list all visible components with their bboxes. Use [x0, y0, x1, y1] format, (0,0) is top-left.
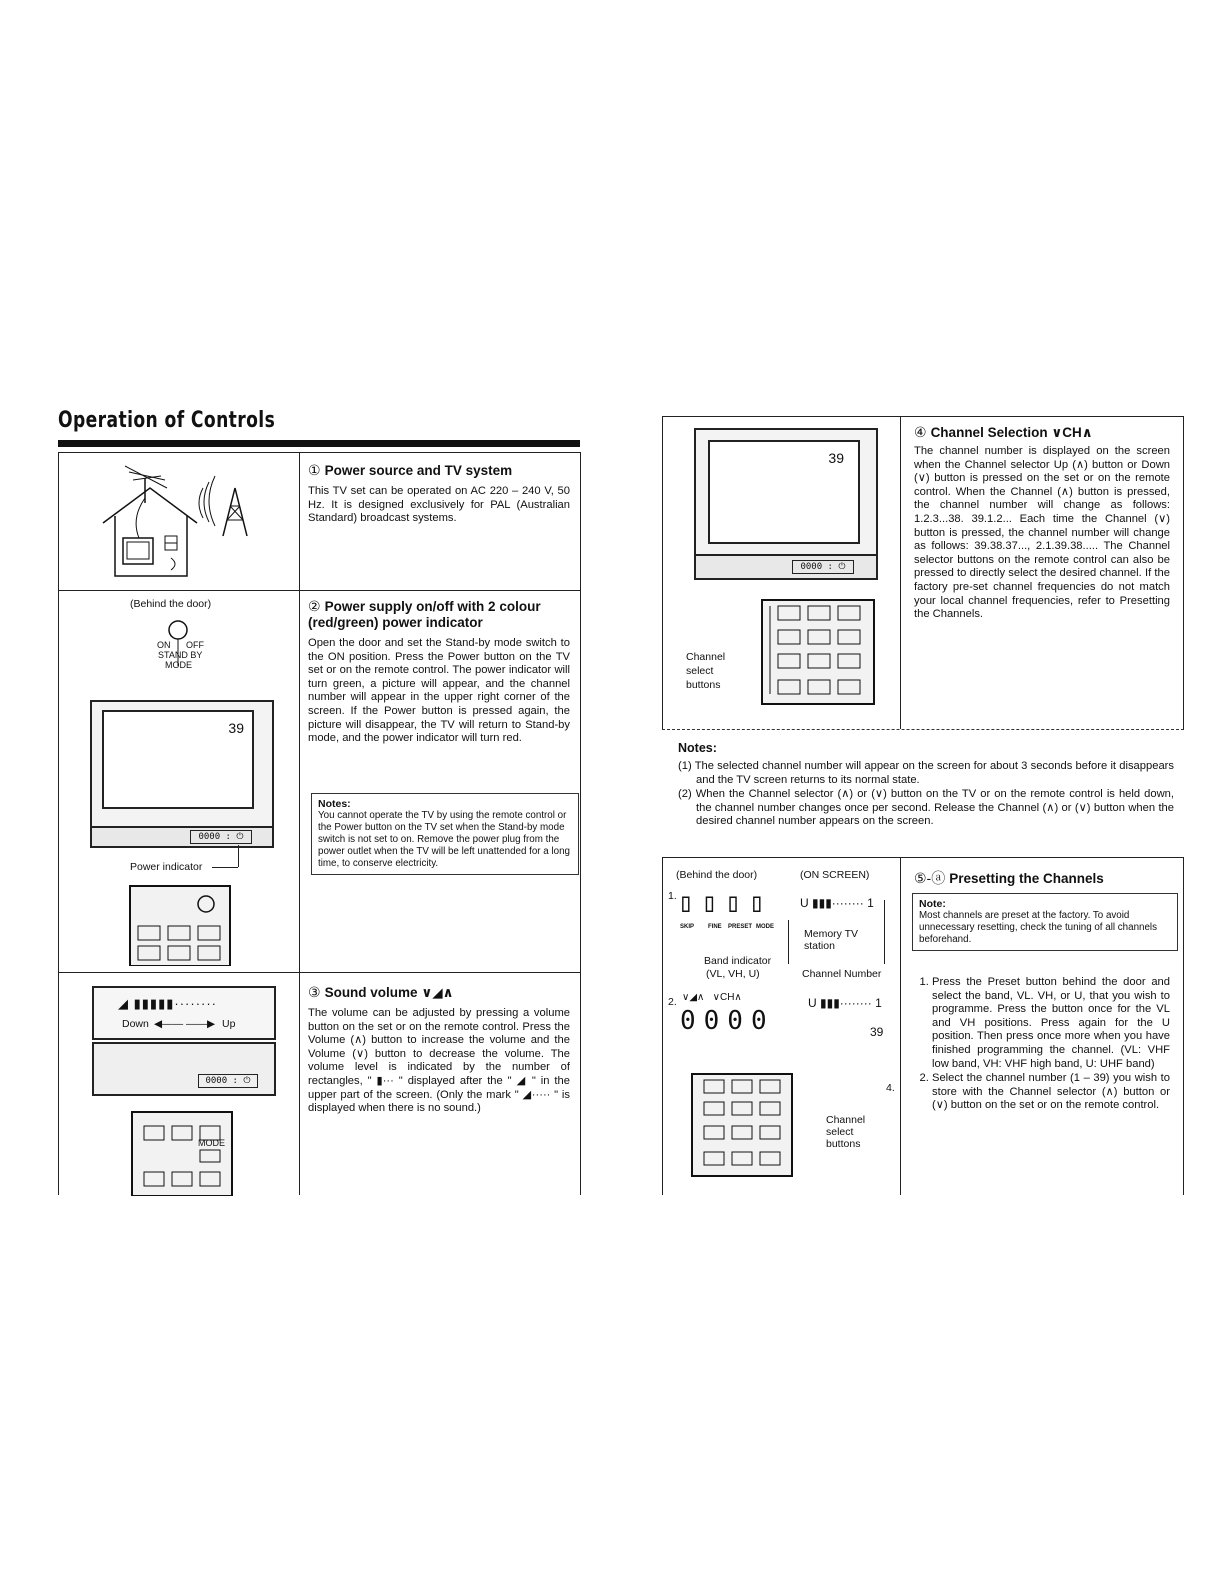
section-1-body: This TV set can be operated on AC 220 – 240 V, 50 Hz. It is designed exclusively for PAL (Australian Standard) broadcast systems.: [308, 485, 570, 525]
osd-line-2: U ▮▮▮········ 1: [808, 996, 882, 1010]
section-4-note-1: (1) The selected channel number will appear on the screen for about 3 seconds before it disappears and the TV screen returns to its normal state.: [678, 760, 1174, 786]
label-fine: FINE: [708, 924, 722, 930]
label-band-indicator: Band indicator: [704, 955, 772, 967]
section-5-note-title: Note:: [919, 898, 946, 910]
behind-door-caption: (Behind the door): [130, 598, 212, 610]
section-5-note-box: [912, 893, 1178, 951]
leader-line: [884, 900, 885, 964]
section-4-body: The channel number is displayed on the screen when the Channel selector Up (∧) button or Down (∨) button is pressed on the set or on the remote control. When the Channel (∧) button is pressed, the channel number will change as follows: 1.2.3...38. 39.1.2... Each time the Channel (∨) button is pressed, the channel number will change as follows: 39.38.37..., 2.1.39.38..... The Channel selector buttons on the remote control can also be pressed to directly select the desired channel. If the factory pre-set channel frequencies do not match your local channel frequencies, refer to Presetting the Channels.: [914, 445, 1170, 621]
preset-remote-illustration: [690, 1072, 794, 1178]
on-screen-caption: (ON SCREEN): [800, 869, 870, 881]
grid-line: [662, 416, 663, 729]
switch-on-label: ON: [157, 640, 171, 650]
tv-control-panel: 0000 : ⏻: [90, 826, 274, 848]
dashed-divider: [662, 729, 1184, 730]
screen-channel-number: 39: [228, 720, 244, 736]
label-memory-station: Memory TV station: [804, 928, 859, 952]
page-title: Operation of Controls: [58, 408, 276, 433]
leader-line: [212, 867, 238, 868]
osd-line-1: U ▮▮▮········ 1: [800, 896, 874, 910]
section-2-body: Open the door and set the Stand-by mode switch to the ON position. Press the Power button on the TV set or on the remote control. The power indicator will turn green, a picture will appear, and the channel number will appear in the upper right corner of the screen. If the Power button is pressed again, the picture will disappear, the TV will return to Stand-by mode, and the power indicator will turn red.: [308, 637, 570, 745]
section-1-heading: ① Power source and TV system: [308, 462, 513, 478]
grid-line: [299, 452, 300, 1195]
grid-line: [1183, 416, 1184, 729]
behind-door-caption: (Behind the door): [676, 869, 758, 881]
section-5-heading: ⑤-ⓐ Presetting the Channels: [914, 870, 1104, 886]
label-mode: MODE: [756, 924, 774, 930]
grid-line: [58, 452, 580, 453]
switch-off-label: OFF: [186, 640, 204, 650]
grid-line: [58, 590, 580, 591]
label-preset: PRESET: [728, 924, 753, 930]
tv-set: [694, 428, 878, 557]
grid-line: [662, 857, 1184, 858]
remote-control-illustration: [128, 884, 232, 966]
grid-line: [1183, 857, 1184, 1195]
section-4-heading: ④ Channel Selection ∨CH∧: [914, 424, 1093, 440]
section-3-heading: ③ Sound volume ∨◢∧: [308, 984, 454, 1000]
grid-line: [580, 452, 581, 1195]
leader-line: [788, 920, 789, 964]
power-indicator-label: Power indicator: [130, 861, 203, 873]
switch-mode-label: MODE: [165, 660, 192, 670]
section-5-note-body: Most channels are preset at the factory. To avoid unnecessary resetting, check the tuning of all channels beforehand.: [919, 910, 1157, 945]
section-5-step-2: 2. Select the channel number (1 – 39) you wish to store with the Channel selector (∧) button or (∨) button on the set or on the remote control.: [932, 1072, 1170, 1113]
section-3-body: The volume can be adjusted by pressing a volume button on the set or on the remote control. Press the Volume (∧) button to increase the volume and the Volume (∨) button to decrease the volume. The volume level is indicated by the number of rectangles, " ▮··· " displayed after the " ◢ " in the upper part of the screen. (Only the mark " ◢····· " is displayed when there is no sound.): [308, 1007, 570, 1115]
section-2-notes-title: Notes:: [318, 798, 351, 810]
section-4-note-2: (2) When the Channel selector (∧) or (∨) button on the TV or on the remote control is held down, the channel number changes once per second. Release the Channel (∧) or (∨) button when the desired channel number appears on the screen.: [678, 788, 1174, 828]
screen-channel-number: 39: [828, 450, 844, 466]
section-2-heading: ② Power supply on/off with 2 colour (red/green) power indicator: [308, 598, 541, 630]
osd-up-label: Up: [222, 1018, 236, 1030]
remote-mode-label: MODE: [198, 1138, 225, 1148]
grid-line: [900, 857, 901, 1195]
channel-select-label: Channel select buttons: [686, 651, 726, 691]
volume-osd-screen: ◢ ▮▮▮▮▮········ Down ◀—— ——▶ Up: [92, 986, 276, 1040]
label-skip: SKIP: [680, 924, 695, 930]
tv-set: [90, 700, 274, 829]
grid-line: [662, 857, 663, 1195]
grid-line: [662, 416, 1184, 417]
section-5-step-1: 1. Press the Preset button behind the door and select the band, VL. VH, or U, that you wish to programme. Press the button once for the VL and VH positions. Press again for the U position. Then press once more when you have finished programming the channel. (VL: VHF low band, VH: VHF high band, U: UHF band): [932, 976, 1170, 1071]
tv-control-panel: 0000 : ⏻: [92, 1042, 276, 1096]
osd-down-label: Down: [122, 1018, 149, 1030]
antenna-house-illustration: [95, 458, 265, 583]
step-marker-1: 1.: [668, 890, 677, 902]
step-marker-2: 2.: [668, 996, 677, 1008]
step-marker-4: 4.: [886, 1082, 895, 1094]
switch-standby-label: STAND BY: [158, 650, 203, 660]
grid-line: [900, 416, 901, 729]
leader-line: [238, 845, 239, 867]
tv-screen: [102, 710, 254, 809]
title-rule: [58, 440, 580, 447]
label-channel-number: Channel Number: [802, 968, 882, 980]
channel-remote-illustration: [760, 598, 876, 706]
section-2-notes-box: [311, 793, 579, 875]
channel-select-label: Channel select buttons: [826, 1114, 866, 1150]
section-5-steps: [914, 976, 1170, 1114]
label-39: 39: [870, 1025, 884, 1039]
label-band-values: (VL, VH, U): [706, 968, 760, 980]
section-2-notes-body: You cannot operate the TV by using the remote control or the Power button on the TV set when the Stand-by mode switch is not set to on. Remove the power plug from the power outlet when the TV will be left unattended for a long time, to conserve electricity.: [318, 810, 570, 869]
grid-line: [58, 972, 580, 973]
volume-remote-illustration: [130, 1110, 234, 1196]
channel-digits-display: 0000: [680, 1006, 775, 1036]
preset-buttons-display: ▯▯▯▯: [678, 888, 773, 918]
tv-control-panel: 0000 : ⏻: [694, 554, 878, 580]
grid-line: [58, 452, 59, 1195]
section-4-notes-title: Notes:: [678, 741, 717, 755]
